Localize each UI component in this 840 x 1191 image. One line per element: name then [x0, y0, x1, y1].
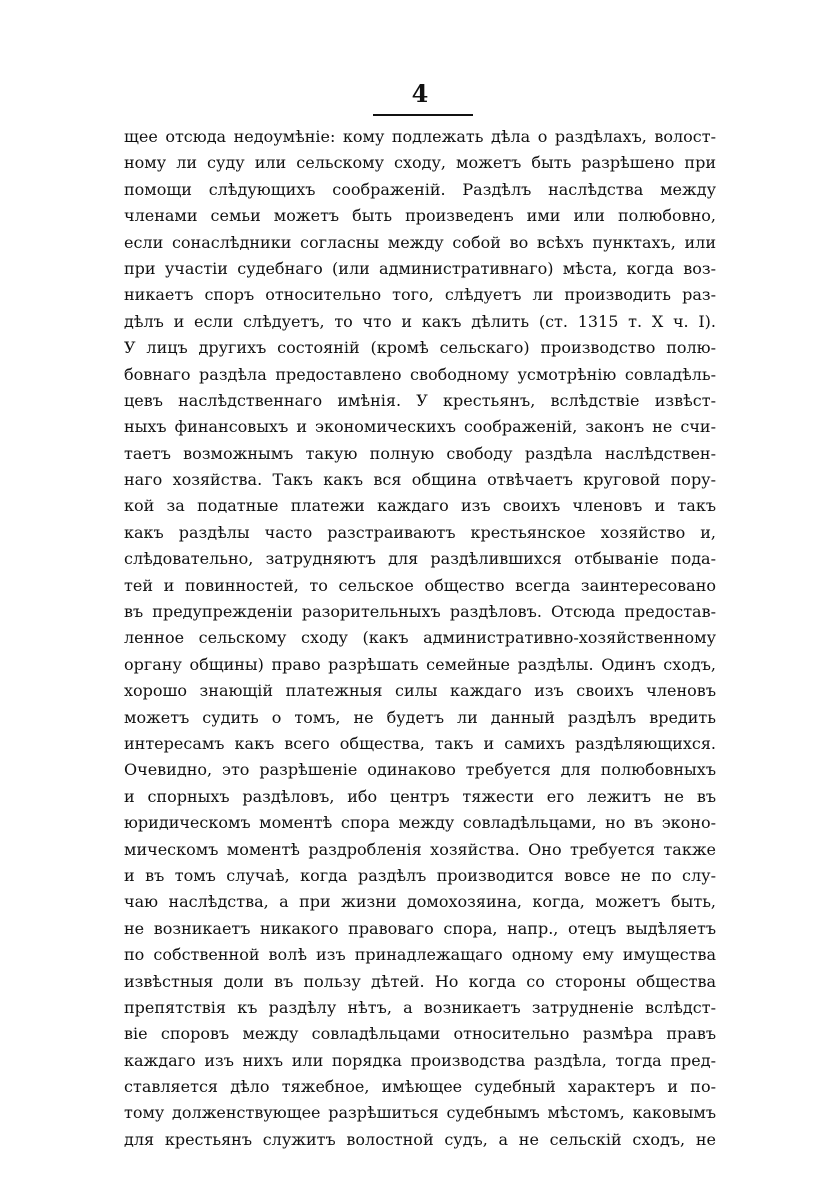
- text-line: хорошо знающій платежныя силы каждаго изъ своихъ членовъ: [124, 681, 716, 701]
- text-line: можетъ судить о томъ, не будетъ ли данный раздѣлъ вредить: [124, 707, 716, 727]
- text-line: дѣлъ и если слѣдуетъ, то что и какъ дѣлить (ст. 1315 т. X ч. I).: [124, 311, 716, 331]
- text-line: бовнаго раздѣла предоставлено свободному усмотрѣнію совладѣль-: [124, 364, 716, 384]
- text-line: чаю наслѣдства, а при жизни домохозяина, когда, можетъ быть,: [124, 892, 716, 912]
- text-line: не возникаетъ никакого правоваго спора, напр., отецъ выдѣляетъ: [124, 918, 716, 938]
- page-number: 4: [411, 79, 429, 108]
- text-line: извѣстныя доли въ пользу дѣтей. Но когда со стороны общества: [124, 971, 716, 991]
- text-line: таетъ возможнымъ такую полную свободу раздѣла наслѣдствен-: [124, 443, 716, 463]
- text-line: мическомъ моментѣ раздробленія хозяйства. Оно требуется также: [124, 839, 716, 859]
- text-line: тому долженствующее разрѣшиться судебнымъ мѣстомъ, каковымъ: [124, 1103, 716, 1123]
- text-line: тей и повинностей, то сельское общество всегда заинтересовано: [124, 575, 716, 595]
- text-line: какъ раздѣлы часто разстраиваютъ крестьянское хозяйство и,: [124, 522, 716, 542]
- header-rule: [373, 114, 473, 116]
- text-line: препятствія къ раздѣлу нѣтъ, а возникаетъ затрудненіе вслѣдст-: [124, 997, 716, 1017]
- text-line: ленное сельскому сходу (какъ административно-хозяйственному: [124, 628, 716, 648]
- text-line: ному ли суду или сельскому сходу, можетъ быть разрѣшено при: [124, 153, 716, 173]
- text-line: при участіи судебнаго (или административнаго) мѣста, когда воз-: [124, 258, 716, 278]
- text-line: ныхъ финансовыхъ и экономическихъ соображеній, законъ не счи-: [124, 417, 716, 437]
- text-line: кой за податные платежи каждаго изъ своихъ членовъ и такъ: [124, 496, 716, 516]
- text-line: слѣдовательно, затрудняютъ для раздѣлившихся отбываніе пода-: [124, 549, 716, 569]
- text-line: У лицъ другихъ состояній (кромѣ сельскаго) производство полю-: [124, 338, 716, 358]
- text-line: для крестьянъ служитъ волостной судъ, а не сельскій сходъ, не: [124, 1129, 716, 1149]
- text-line: щее отсюда недоумѣніе: кому подлежать дѣла о раздѣлахъ, волост-: [124, 127, 716, 146]
- text-line: никаетъ споръ относительно того, слѣдуетъ ли производить раз-: [124, 285, 716, 305]
- text-line: въ предупрежденіи разорительныхъ раздѣловъ. Отсюда предостав-: [124, 602, 716, 622]
- text-line: и спорныхъ раздѣловъ, ибо центръ тяжести его лежитъ не въ: [124, 786, 716, 806]
- text-line: органу общины) право разрѣшать семейные раздѣлы. Одинъ сходъ,: [124, 654, 716, 674]
- text-line: цевъ наслѣдственнаго имѣнія. У крестьянъ, вслѣдствіе извѣст-: [124, 390, 716, 410]
- text-line: каждаго изъ нихъ или порядка производства раздѣла, тогда пред-: [124, 1050, 716, 1070]
- text-line: ставляется дѣло тяжебное, имѣющее судебный характеръ и по-: [124, 1077, 716, 1097]
- text-line: Очевидно, это разрѣшеніе одинаково требуется для полюбовныхъ: [124, 760, 716, 780]
- text-line: помощи слѣдующихъ соображеній. Раздѣлъ наслѣдства между: [124, 179, 716, 199]
- text-line: если сонаслѣдники согласны между собой во всѣхъ пунктахъ, или: [124, 232, 716, 252]
- text-line: по собственной волѣ изъ принадлежащаго одному ему имущества: [124, 945, 716, 965]
- text-line: членами семьи можетъ быть произведенъ ими или полюбовно,: [124, 206, 716, 226]
- page-text: [124, 124, 716, 1153]
- text-line: юридическомъ моментѣ спора между совладѣльцами, но въ эконо-: [124, 813, 716, 833]
- text-line: интересамъ какъ всего общества, такъ и самихъ раздѣляющихся.: [124, 733, 716, 753]
- text-line: наго хозяйства. Такъ какъ вся община отвѣчаетъ круговой пору-: [124, 470, 716, 490]
- text-line: віе споровъ между совладѣльцами относительно размѣра правъ: [124, 1024, 716, 1044]
- text-line: и въ томъ случаѣ, когда раздѣлъ производится вовсе не по слу-: [124, 865, 716, 885]
